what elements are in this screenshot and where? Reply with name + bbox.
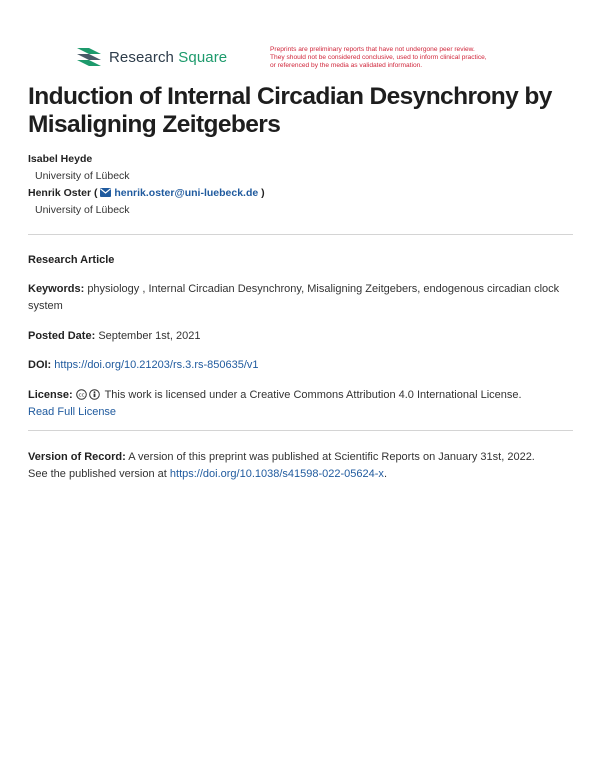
creative-commons-icon — [76, 389, 102, 400]
period: . — [383, 468, 387, 480]
keywords — [28, 281, 568, 315]
posted-date-value: September 1st, 2021 — [98, 330, 201, 342]
published-version-text: See the published version at — [28, 468, 167, 480]
disclaimer-line: or referenced by the media as validated information. — [270, 62, 423, 69]
divider — [28, 234, 573, 235]
mail-icon — [100, 188, 111, 197]
author-list — [28, 151, 265, 219]
svg-text:cc: cc — [78, 392, 85, 399]
article-type: Research Article — [28, 254, 115, 266]
author-name-with-email — [28, 185, 265, 202]
read-full-license-link[interactable]: Read Full License — [28, 406, 117, 418]
author-email-link[interactable] — [100, 187, 258, 199]
author-affiliation: University of Lübeck — [35, 170, 130, 182]
keywords-label: Keywords: — [28, 283, 85, 295]
disclaimer-line: Preprints are preliminary reports that have not undergone peer review. — [270, 46, 475, 53]
version-of-record-text: A version of this preprint was published at Scientific Reports on January 31st, 2022. — [128, 451, 535, 463]
license-label: License: — [28, 389, 73, 401]
published-version-link[interactable]: https://doi.org/10.1038/s41598-022-05624-x — [169, 468, 384, 480]
doi-link[interactable]: https://doi.org/10.21203/rs.3.rs-850635/v1 — [54, 359, 259, 371]
author-affiliation: University of Lübeck — [35, 204, 130, 216]
research-square-logo-icon — [75, 46, 103, 68]
disclaimer-line: They should not be considered conclusive, used to inform clinical practice, — [270, 54, 487, 61]
paren-open: ( — [93, 187, 98, 199]
author-email: henrik.oster@uni-luebeck.de — [114, 187, 259, 199]
preprint-disclaimer — [270, 46, 560, 70]
doi-label: DOI: — [28, 359, 52, 371]
posted-date — [28, 328, 200, 345]
logo-text-research: Research — [109, 48, 174, 66]
posted-date-label: Posted Date: — [28, 330, 96, 342]
paren-close: ) — [261, 187, 265, 199]
keywords-value: physiology , Internal Circadian Desynchrony, Misaligning Zeitgebers, endogenous circadian clock system — [28, 283, 560, 312]
version-of-record-label: Version of Record: — [28, 451, 126, 463]
license — [28, 387, 573, 421]
article-title: Induction of Internal Circadian Desynchrony by Misaligning Zeitgebers — [28, 83, 552, 138]
logo-text-square: Square — [178, 48, 228, 66]
author-name: Henrik Oster — [28, 187, 92, 199]
divider — [28, 430, 573, 431]
version-of-record — [28, 449, 573, 483]
logo-text — [109, 49, 227, 66]
license-text: This work is licensed under a Creative Commons Attribution 4.0 International License. — [104, 389, 522, 401]
research-square-logo[interactable] — [75, 46, 227, 68]
author-name: Isabel Heyde — [28, 153, 93, 165]
doi — [28, 357, 259, 374]
